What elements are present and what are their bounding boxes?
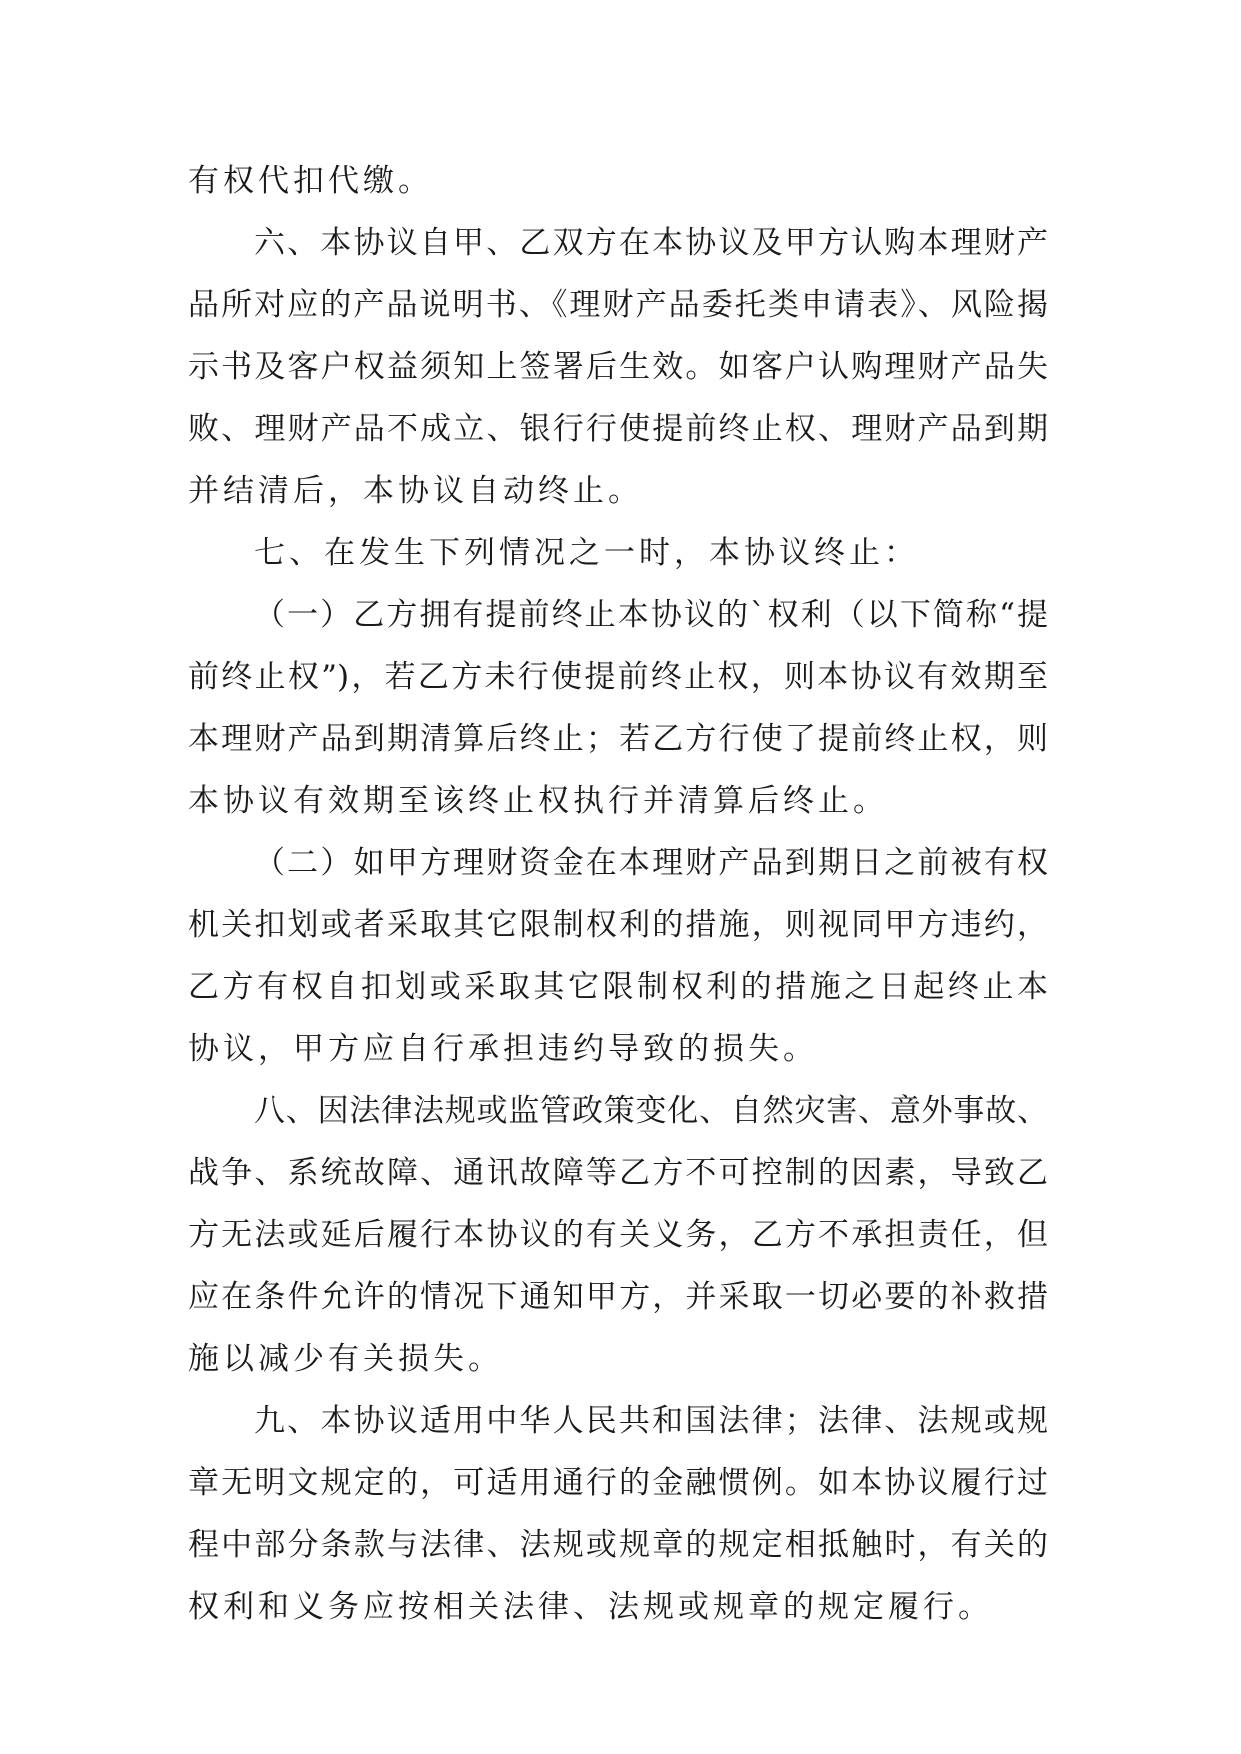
text-line: （一）乙方拥有提前终止本协议的`权利（以下简称“提 xyxy=(254,597,1048,633)
text-line: 有权代扣代缴。 xyxy=(188,163,433,199)
text-line: 乙方有权自扣划或采取其它限制权利的措施之日起终止本 xyxy=(188,969,1048,1005)
text-line: 施以减少有关损失。 xyxy=(188,1341,503,1377)
text-line: 协议，甲方应自行承担违约导致的损失。 xyxy=(188,1031,818,1067)
text-line: 败、理财产品不成立、银行行使提前终止权、理财产品到期 xyxy=(188,411,1048,447)
text-line: 战争、系统故障、通讯故障等乙方不可控制的因素，导致乙 xyxy=(188,1155,1048,1191)
text-line: 方无法或延后履行本协议的有关义务，乙方不承担责任，但 xyxy=(188,1217,1048,1253)
text-line: 本理财产品到期清算后终止；若乙方行使了提前终止权，则 xyxy=(188,721,1048,757)
text-line: 应在条件允许的情况下通知甲方，并采取一切必要的补救措 xyxy=(188,1279,1048,1315)
text-line: 机关扣划或者采取其它限制权利的措施，则视同甲方违约， xyxy=(188,907,1048,943)
text-line: 本协议有效期至该终止权执行并清算后终止。 xyxy=(188,783,888,819)
text-line: 七、在发生下列情况之一时，本协议终止： xyxy=(254,535,919,571)
text-line: 章无明文规定的，可适用通行的金融惯例。如本协议履行过 xyxy=(188,1465,1048,1501)
text-line: 六、本协议自甲、乙双方在本协议及甲方认购本理财产 xyxy=(254,225,1048,261)
text-line: 并结清后，本协议自动终止。 xyxy=(188,473,643,509)
text-line: 九、本协议适用中华人民共和国法律；法律、法规或规 xyxy=(254,1403,1048,1439)
text-line: 八、因法律法规或监管政策变化、自然灾害、意外事故、 xyxy=(254,1093,1048,1129)
text-line: 品所对应的产品说明书、《理财产品委托类申请表》、风险揭 xyxy=(188,287,1048,323)
text-line: 示书及客户权益须知上签署后生效。如客户认购理财产品失 xyxy=(188,349,1048,385)
text-line: 权利和义务应按相关法律、法规或规章的规定履行。 xyxy=(188,1589,993,1625)
text-line: 程中部分条款与法律、法规或规章的规定相抵触时，有关的 xyxy=(188,1527,1048,1563)
document-body xyxy=(188,150,1048,1638)
text-line: 前终止权”)，若乙方未行使提前终止权，则本协议有效期至 xyxy=(188,659,1048,695)
text-line: （二）如甲方理财资金在本理财产品到期日之前被有权 xyxy=(254,845,1048,881)
